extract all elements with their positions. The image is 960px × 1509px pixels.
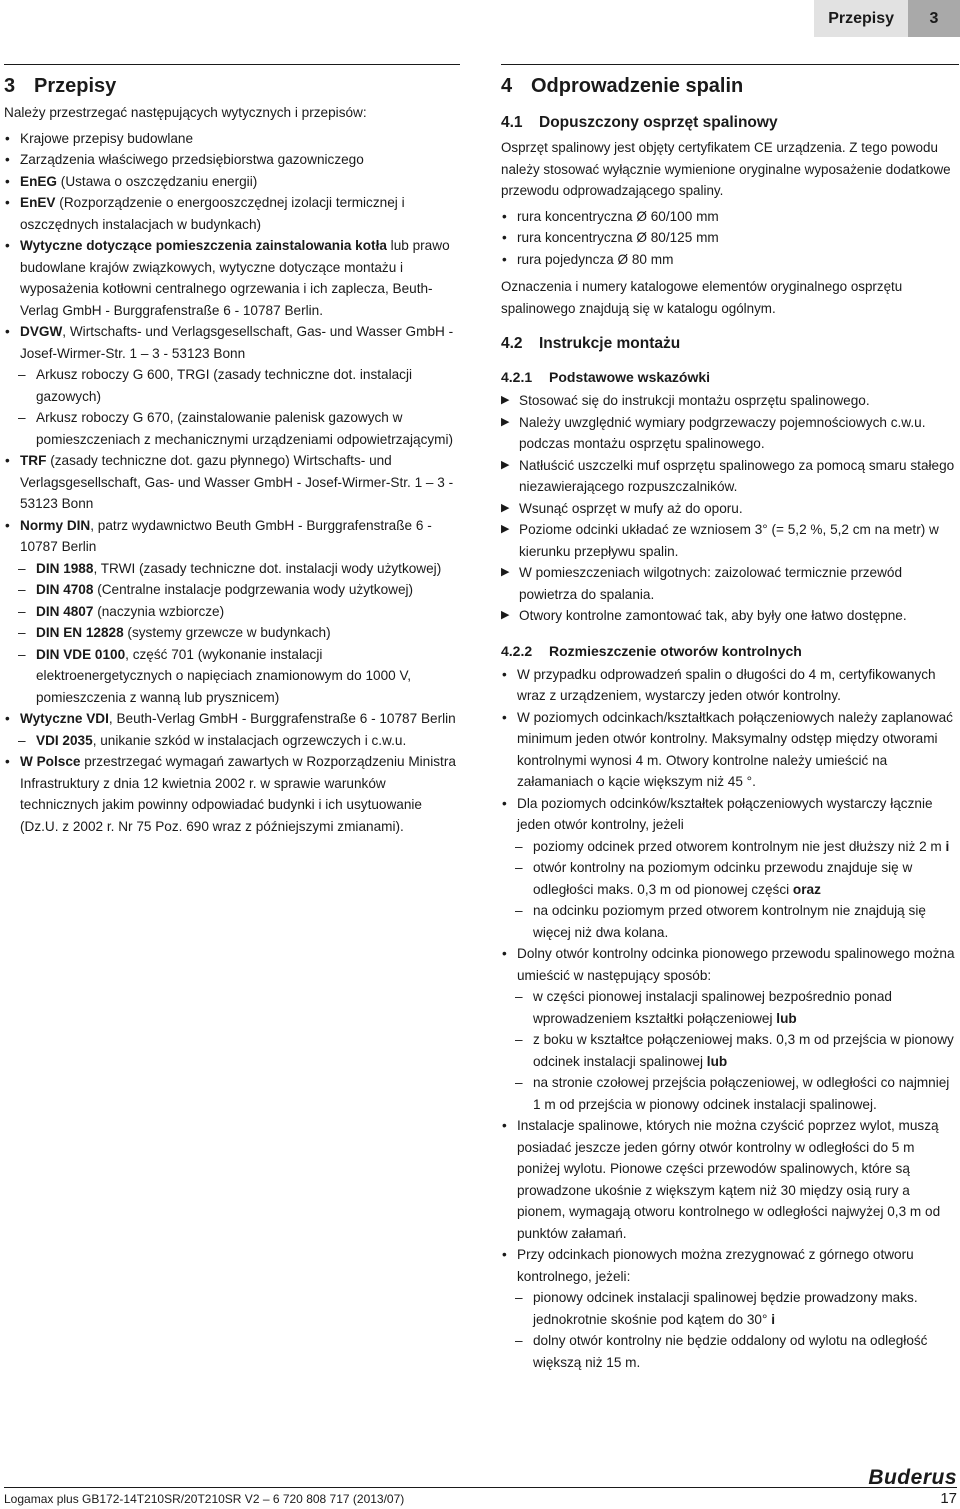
bullet-item (501, 206, 959, 228)
dash-item (4, 601, 460, 623)
bullet-item (501, 943, 959, 986)
item-bold-text: i (771, 1311, 775, 1327)
bullet-item (4, 321, 460, 364)
dash-marker: – (18, 367, 26, 382)
dash-item (501, 986, 959, 1029)
bullet-marker: • (5, 195, 10, 210)
bullet-item (501, 1244, 959, 1287)
dash-marker: – (18, 732, 26, 748)
dash-marker: – (515, 1075, 523, 1091)
heading-title: Odprowadzenie spalin (531, 75, 744, 97)
item-text: Dolny otwór kontrolny odcinka pionowego przewodu spalinowego można umieścić w następujący sposób: (517, 946, 955, 983)
item-text: Zarządzenia właściwego przedsiębiorstwa gazowniczego (20, 152, 364, 167)
dash-marker: – (18, 646, 26, 662)
heading-title: Instrukcje montażu (539, 335, 681, 353)
heading-title: Dopuszczony osprzęt spalinowy (539, 114, 778, 131)
bullet-item (4, 751, 460, 837)
section-heading-4-2 (501, 335, 959, 353)
item-text: poziomy odcinek przed otworem kontrolnym nie jest dłuższy niż 2 m (533, 838, 946, 854)
item-bold-text: DIN 4807 (36, 603, 94, 619)
item-bold-text: Normy DIN (20, 517, 91, 533)
item-text: Arkusz roboczy G 670, (zainstalowanie palenisk gazowych w pomieszczeniach z mechanicznymi urządzeniami odpowietrzającymi) (36, 410, 454, 447)
brand-logo: Buderus (868, 1466, 957, 1489)
page-header (814, 0, 960, 37)
item-text: , część 701 (wykonanie instalacji elektroenergetycznych o napięciach znamionowym do 1000 V, pomieszczenia z wanną lub prysznicem) (36, 646, 412, 705)
bullet-item (4, 708, 460, 730)
bullet-item (501, 793, 959, 836)
dash-item (4, 579, 460, 601)
inspection-opening-list (501, 664, 959, 1374)
heading-number: 4 (501, 75, 513, 97)
arrow-right-icon: ▶ (501, 609, 510, 622)
item-text: rura pojedyncza Ø 80 mm (517, 251, 674, 267)
item-text: , TRWI (zasady techniczne dot. instalacji wody użytkowej) (93, 560, 442, 576)
bullet-item (4, 171, 460, 193)
section-heading-4-1 (501, 114, 959, 132)
dash-marker: – (515, 989, 523, 1005)
bullet-item (4, 450, 460, 515)
item-text: W pomieszczeniach wilgotnych: zaizolować termicznie przewód powietrza do spalania. (519, 565, 903, 602)
dash-marker: – (515, 903, 523, 919)
heading-number: 4.2.1 (501, 369, 533, 386)
bullet-item (4, 149, 460, 171)
item-text: Instalacje spalinowe, których nie można czyścić poprzez wylot, muszą posiadać jeszcze jeden górny otwór kontrolny w odległości do 5 m poniżej wylotu. Pionowe części przewodów spalinowych, które są prowadzone ukośnie z większym kątem niż 30 między osią rury a pionem, wymagają otworu kontrolnego w odległości najwyżej 0,3 m od punktów załamań. (517, 1118, 941, 1241)
item-text: Przy odcinkach pionowych można zrezygnować z górnego otworu kontrolnego, jeżeli: (517, 1247, 914, 1284)
item-text: otwór kontrolny na poziomym odcinku przewodu znajduje się w odległości maks. 0,3 m od pionowej części (533, 860, 913, 897)
bullet-marker: • (502, 251, 507, 267)
intro-text: Należy przestrzegać następujących wytycznych i przepisów: (4, 105, 367, 120)
item-bold-text: DIN VDE 0100 (36, 646, 126, 662)
item-bold-text: i (945, 838, 950, 854)
item-bold-text: Wytyczne VDI (20, 711, 109, 726)
item-bold-text: lub (706, 1053, 728, 1069)
left-column (4, 64, 460, 837)
item-text: Otwory kontrolne zamontować tak, aby były one łatwo dostępne. (519, 608, 907, 624)
dash-item (501, 1072, 959, 1115)
heading-number: 3 (4, 75, 16, 97)
item-bold-text: oraz (792, 881, 821, 897)
header-chapter-number: 3 (908, 0, 960, 37)
instruction-step (501, 562, 959, 605)
item-text: (Centralne instalacje podgrzewania wody użytkowej) (93, 582, 414, 597)
item-bold-text: EnEG (20, 173, 58, 189)
item-text: W poziomych odcinkach/kształtkach połączeniowych należy zaplanować minimum jeden otwór kontrolny. Maksymalny odstęp między otworami kontrolnymi wynosi 4 m. Otwory kontrolne należy umieścić na załamaniach o kącie większym niż 45 °. (517, 709, 953, 790)
bullet-marker: • (5, 711, 10, 726)
item-text: dolny otwór kontrolny nie będzie oddalony od wylotu na odległość większą niż 15 m. (533, 1333, 928, 1370)
heading-number: 4.2.2 (501, 642, 533, 659)
dash-item (4, 622, 460, 644)
dash-marker: – (18, 560, 26, 576)
dash-marker: – (515, 860, 523, 876)
bullet-item (4, 128, 460, 150)
section-heading-4-2-1 (501, 369, 959, 385)
bullet-item (4, 192, 460, 235)
bullet-marker: • (5, 517, 10, 533)
bullet-marker: • (5, 238, 10, 253)
instruction-step (501, 605, 959, 627)
item-bold-text: DIN 4708 (36, 582, 94, 597)
dash-marker: – (515, 1290, 523, 1306)
paragraph: Osprzęt spalinowy jest objęty certyfikatem CE urządzenia. Z tego powodu należy stosować wyłącznie wymienione oryginalne wyposażenie dodatkowe przewodu odprowadzającego spaliny. (501, 140, 951, 199)
item-text: (systemy grzewcze w budynkach) (123, 625, 331, 640)
item-text: Wsunąć osprzęt w mufy aż do oporu. (519, 500, 743, 516)
item-bold-text: VDI 2035 (36, 732, 93, 748)
dash-marker: – (515, 1032, 523, 1048)
bullet-item (501, 249, 959, 271)
heading-title: Rozmieszczenie otworów kontrolnych (549, 642, 802, 659)
item-text: (naczynia wzbiorcze) (93, 603, 225, 619)
dash-marker: – (515, 1333, 523, 1349)
bullet-marker: • (5, 152, 10, 167)
bullet-marker: • (502, 709, 507, 725)
arrow-right-icon: ▶ (501, 415, 510, 428)
item-text: Dla poziomych odcinków/kształtek połączeniowych wystarczy łącznie jeden otwór kontrolny, jeżeli (517, 795, 933, 833)
heading-title: Przepisy (34, 75, 117, 97)
bullet-marker: • (502, 230, 507, 246)
item-text: , Wirtschafts- und Verlagsgesellschaft, Gas- und Wasser GmbH - Josef-Wirmer-Str. 1 – 3 - 53123 Bonn (20, 324, 454, 361)
bullet-item (501, 707, 959, 793)
dash-item (501, 900, 959, 943)
instruction-step (501, 455, 959, 498)
bullet-marker: • (502, 946, 507, 962)
heading-title: Podstawowe wskazówki (549, 369, 711, 386)
item-bold-text: EnEV (20, 195, 56, 210)
dash-marker: – (18, 603, 26, 619)
bullet-item (4, 235, 460, 321)
dash-item (4, 558, 460, 580)
bullet-item (501, 227, 959, 249)
dash-marker: – (18, 625, 26, 640)
item-bold-text: W Polsce (20, 754, 81, 769)
item-text: Natłuścić uszczelki muf osprzętu spalinowego za pomocą smaru stałego niezawierającego rozpuszczalników. (519, 457, 955, 495)
bullet-marker: • (502, 1118, 507, 1134)
item-text: Krajowe przepisy budowlane (20, 130, 194, 146)
section-heading-4-2-2 (501, 643, 959, 659)
arrow-right-icon: ▶ (501, 501, 510, 514)
instruction-step (501, 390, 959, 412)
dash-item (501, 1330, 959, 1373)
dash-item (4, 364, 460, 407)
dash-item (501, 1029, 959, 1072)
item-text: pionowy odcinek instalacji spalinowej będzie prowadzony maks. jednokrotnie skośnie pod kątem do 30° (533, 1290, 918, 1327)
item-text: na odcinku poziomym przed otworem kontrolnym nie znajdują się więcej niż dwa kolana. (533, 903, 926, 940)
item-text: Należy uwzględnić wymiary podgrzewaczy pojemnościowych c.w.u. podczas montażu osprzętu spalinowego. (519, 414, 926, 452)
instruction-list (501, 390, 959, 627)
bullet-marker: • (5, 173, 10, 189)
item-text: przestrzegać wymagań zawartych w Rozporządzeniu Ministra Infrastruktury z dnia 12 kwietnia 2002 r. w sprawie warunków technicznych jakim powinny odpowiadać budynki i ich usytuowanie (Dz.U. z 2002 r. Nr 75 Poz. 690 wraz z późniejszymi zmianami). (20, 754, 456, 834)
bullet-marker: • (5, 754, 10, 769)
arrow-right-icon: ▶ (501, 566, 510, 579)
regulations-list (4, 128, 460, 838)
arrow-right-icon: ▶ (501, 523, 510, 536)
item-text: (Rozporządzenie o energooszczędnej izolacji termicznej i oszczędnych instalacjach w budynkach) (20, 195, 405, 232)
item-bold-text: Wytyczne dotyczące pomieszczenia zainstalowania kotła (20, 238, 387, 253)
right-column (501, 64, 959, 1373)
dash-item (4, 644, 460, 709)
item-text: Arkusz roboczy G 600, TRGI (zasady techniczne dot. instalacji gazowych) (36, 367, 413, 404)
page-number: 17 (940, 1490, 957, 1507)
bullet-marker: • (502, 666, 507, 682)
item-text: , Beuth-Verlag GmbH - Burggrafenstraße 6 - 10787 Berlin (108, 711, 456, 726)
instruction-step (501, 519, 959, 562)
item-bold-text: TRF (20, 453, 47, 468)
footer-document-id: Logamax plus GB172-14T210SR/20T210SR V2 – 6 720 808 717 (2013/07) (4, 1492, 405, 1506)
dash-item (501, 836, 959, 858)
item-text: w części pionowej instalacji spalinowej bezpośrednio ponad wprowadzeniem kształtki połączeniowej (533, 989, 892, 1026)
bullet-marker: • (5, 324, 10, 339)
arrow-right-icon: ▶ (501, 458, 510, 471)
bullet-item (501, 664, 959, 707)
item-bold-text: DIN 1988 (36, 560, 94, 576)
header-title: Przepisy (814, 0, 908, 37)
item-text: (Ustawa o oszczędzaniu energii) (57, 173, 258, 189)
instruction-step (501, 412, 959, 455)
footer-rule (4, 1487, 957, 1488)
item-text: Stosować się do instrukcji montażu osprzętu spalinowego. (519, 393, 870, 409)
heading-number: 4.1 (501, 114, 523, 131)
bullet-item (4, 515, 460, 558)
item-bold-text: lub (776, 1010, 797, 1026)
item-text: , unikanie szkód w instalacjach ogrzewczych i c.w.u. (92, 732, 407, 748)
section-heading-3 (4, 75, 460, 98)
bullet-marker: • (502, 208, 507, 224)
arrow-right-icon: ▶ (501, 394, 510, 407)
bullet-marker: • (502, 1247, 507, 1263)
accessory-list (501, 206, 959, 271)
dash-marker: – (515, 838, 523, 854)
item-text: na stronie czołowej przejścia połączeniowej, w odległości co najmniej 1 m od przejścia w pionowy odcinek instalacji spalinowej. (533, 1075, 950, 1112)
item-text: rura koncentryczna Ø 60/100 mm (517, 208, 719, 224)
item-text: z boku w kształtce połączeniowej maks. 0,3 m od przejścia w pionowy odcinek instalacji spalinowej (533, 1032, 954, 1069)
section-heading-4 (501, 75, 959, 98)
dash-marker: – (18, 410, 26, 425)
item-text: rura koncentryczna Ø 80/125 mm (517, 230, 719, 246)
dash-item (4, 407, 460, 450)
dash-item (501, 1287, 959, 1330)
item-bold-text: DVGW (20, 324, 63, 339)
bullet-item (501, 1115, 959, 1244)
item-text: (zasady techniczne dot. gazu płynnego) Wirtschafts- und Verlagsgesellschaft, Gas- und Wasser GmbH - Josef-Wirmer-Str. 1 – 3 - 53123 Bonn (20, 453, 454, 511)
item-text: lub prawo budowlane krajów związkowych, wytyczne dotyczące montażu i wyposażenia kotłowni centralnego ogrzewania i ich zaplecza, Beuth-Verlag GmbH - Burggrafenstraße 6 - 10787 Berlin. (20, 238, 450, 318)
paragraph: Oznaczenia i numery katalogowe elementów oryginalnego osprzętu spalinowego znajdują się w katalogu ogólnym. (501, 279, 903, 316)
dash-item (4, 730, 460, 752)
bullet-marker: • (5, 130, 10, 146)
item-text: Poziome odcinki układać ze wzniosem 3° (= 5,2 %, 5,2 cm na metr) w kierunku przepływu spalin. (519, 522, 939, 559)
item-bold-text: DIN EN 12828 (36, 625, 124, 640)
item-text: W przypadku odprowadzeń spalin o długości do 4 m, certyfikowanych wraz z urządzeniem, wystarczy jeden otwór kontrolny. (517, 666, 936, 704)
bullet-marker: • (502, 795, 507, 811)
dash-marker: – (18, 582, 26, 597)
dash-item (501, 857, 959, 900)
instruction-step (501, 498, 959, 520)
bullet-marker: • (5, 453, 10, 468)
heading-number: 4.2 (501, 335, 523, 353)
item-text: , patrz wydawnictwo Beuth GmbH - Burggrafenstraße 6 - 10787 Berlin (20, 517, 432, 554)
